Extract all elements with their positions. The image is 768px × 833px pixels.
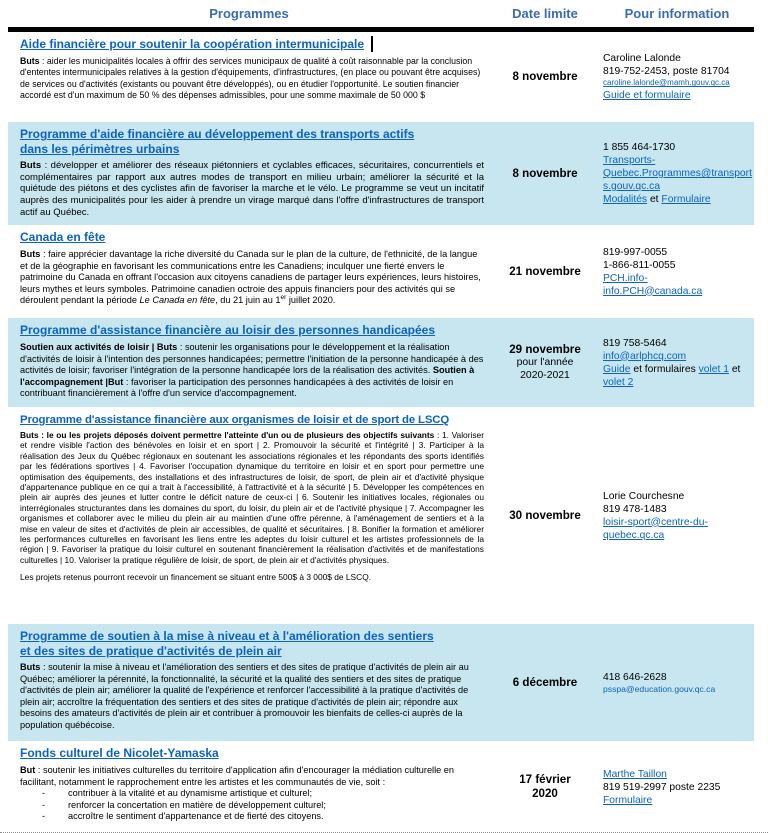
table-header-row xyxy=(8,0,754,27)
contact-phone: 819 478-1483 xyxy=(603,503,667,515)
deadline-date: 21 novembre xyxy=(509,264,581,278)
contact-phone: 418 646-2628 xyxy=(603,671,667,683)
info-cell xyxy=(600,624,754,741)
text-cursor xyxy=(371,36,373,52)
deadline-cell xyxy=(490,318,600,407)
table-row xyxy=(8,32,754,122)
contact-name: Caroline Lalonde xyxy=(603,53,681,65)
contact-phone: 819-997-0055 xyxy=(603,246,668,258)
deadline-cell xyxy=(490,624,600,741)
programs-table xyxy=(8,0,754,833)
info-cell xyxy=(600,32,754,122)
contact-email-link[interactable]: psspa@education.gouv.qc.ca xyxy=(603,683,716,694)
program-cell xyxy=(8,318,490,407)
deadline-note: pour l'année xyxy=(516,357,574,368)
contact-email-link[interactable]: PCH.info-info.PCH@canada.ca xyxy=(603,272,703,297)
deadline-cell xyxy=(490,32,600,122)
body-label-2: Soutien à l'accompagnement |But xyxy=(20,365,475,387)
body-label: Buts : le ou les projets déposés doivent permettre l'atteinte d'un ou de plusieurs des objectifs suivants xyxy=(20,430,435,440)
link-middle-text: et formulaires xyxy=(633,363,696,375)
body-label: Buts xyxy=(20,56,40,66)
program-title-link[interactable]: Canada en fête xyxy=(20,230,106,244)
header-date-limite: Date limite xyxy=(512,6,578,21)
formulaire-link[interactable]: Formulaire xyxy=(661,194,711,205)
info-cell xyxy=(600,122,754,225)
program-funding-note: Les projets retenus pourront recevoir un financement se situant entre 500$ à 3 000$ de LSCQ. xyxy=(20,572,372,583)
info-cell xyxy=(600,225,754,318)
contact-phone: 819 758-5464 xyxy=(603,337,667,349)
contact-phone: 819 519-2997 poste 2235 xyxy=(603,781,721,793)
bullet-dash: - xyxy=(42,788,46,798)
body-label: Soutien aux activités de loisir | Buts xyxy=(20,342,178,352)
contact-email-link[interactable]: info@arlphcq.com xyxy=(603,350,687,362)
deadline-date: 29 novembre xyxy=(509,343,581,356)
deadline-date: 8 novembre xyxy=(512,70,578,83)
contact-phone-2: 1-866-811-0055 xyxy=(603,259,676,271)
link-separator: et xyxy=(731,363,741,375)
program-title-link[interactable]: Programme de soutien à la mise à niveau et à l'amélioration des sentiers et des sites de pratique d'activités de plein air xyxy=(20,629,434,658)
deadline-cell xyxy=(490,407,600,624)
volet2-link[interactable]: volet 2 xyxy=(603,376,634,388)
deadline-date: 30 novembre xyxy=(509,508,581,522)
program-cell xyxy=(8,122,490,225)
info-cell xyxy=(600,407,754,624)
bullet-item: - contribuer à la vitalité et au dynamisme artistique et culturel; xyxy=(20,788,484,800)
info-cell xyxy=(600,318,754,407)
bullet-item: - accroître le sentiment d'appartenance et de fierté des citoyens. xyxy=(20,811,484,823)
program-cell xyxy=(8,407,490,624)
contact-phone: 819-752-2453, poste 81704 xyxy=(603,66,730,78)
deadline-date: 6 décembre xyxy=(512,675,578,689)
program-cell xyxy=(8,225,490,318)
guide-formulaire-link[interactable]: Guide et formulaire xyxy=(603,89,691,101)
volet1-link[interactable]: volet 1 xyxy=(698,363,729,375)
table-row xyxy=(8,318,754,407)
contact-email-link[interactable]: Transports-Quebec.Programmes@transports.gouv.qc.ca xyxy=(603,155,752,192)
info-cell xyxy=(600,741,754,833)
modalites-link[interactable]: Modalités xyxy=(603,194,648,205)
program-description: Buts : le ou les projets déposés doivent permettre l'atteinte d'un ou de plusieurs des objectifs suivants : 1. Valoriser et rendre visible l'action des bénévoles en loisir et en sport | 2. Promouvoir la sécurité et l'intégrité | 3. Participer à la réalisation des Jeux du Québec régionaux en soutenant les associations régionales et les répondants des sports identifiés par les fédérations sportives | 4. Favoriser l'occupation dynamique du territoire en loisir et en sport pour permettre une optimisation des équipements, des installations et des infrastructures de loisir, de sport, de plein air et d'activité physique d'appartenance publique en ce qui a trait à l'accessibilité, à l'attractivité et à la sécurité | 5. Développer les compétences en plein air auprès des jeunes et lutter contre le déficit nature de ceux-ci | 6. Soutenir les initiatives locales, régionales ou interrégionales structurantes dans les domaines du sport, du loisir, du plein air et de l'activité physique | 7. Accompagner les organismes et collaborer avec le milieu du plein air au maintien d'une offre pérenne, à l'aménagement de sentiers et à la mise en valeur de sites et d'activités de plein air accessibles, de qualité et sécuritaires. | 8. Bonifier la formation et améliorer les performances culturelles en favorisant les liens entre les adeptes du loisir culturel et les artistes professionnels de la région | 9. Favoriser la pratique du loisir culturel en soutenant financièrement la réalisation d'activités et de manifestations culturelles | 10. Valoriser la pratique régulière de loisir, de sport, de plein air et d'activités physiques. xyxy=(20,430,484,565)
program-description: Soutien aux activités de loisir | Buts : soutenir les organisations pour le développement et la réalisation d'activités de loisir à l'intention des personnes handicapées; permettre l'initiation de la personne handicapée à des activités de loisir; favoriser l'intégration de la personne handicapée lors de la réalisation des activités. Soutien à l'accompagnement |But : favoriser la participation des personnes handicapées à des activités de loisir en contribuant financièrement à l'offre d'un service d'accompagnement. xyxy=(20,342,484,398)
deadline-date: 17 février xyxy=(519,773,571,786)
body-label: Buts xyxy=(20,662,41,672)
program-title-link[interactable]: Fonds culturel de Nicolet-Yamaska xyxy=(20,746,219,760)
deadline-cell xyxy=(490,122,600,225)
program-title-link[interactable]: Aide financière pour soutenir la coopération intermunicipale xyxy=(20,37,365,51)
program-description: Buts : faire apprécier davantage la riche diversité du Canada sur le plan de la culture, de l'ethnicité, de la langue et de la géographie en favorisant les communications entre les Canadiens; inculquer une fierté envers le patrimoine du Canada en offrant l'occasion aux citoyens canadiens de partager leurs expériences, leurs histoires, leurs mythes et leurs symboles. Patrimoine canadien octroie des appuis financiers pour des activités qui se déroulent pendant la période Le Canada en fête, du 21 juin au 1er juillet 2020. xyxy=(20,249,481,305)
program-description: But : soutenir les initiatives culturelles du territoire d'application afin d'encourager la médiation culturelle en facilitant, notamment le rapprochement entre les artistes et les communautés de vie, soit : xyxy=(20,765,455,787)
program-title-link[interactable]: Programme d'assistance financière aux organismes de loisir et de sport de LSCQ xyxy=(20,414,450,426)
bullet-dash: - xyxy=(42,799,46,810)
deadline-date-year: 2020 xyxy=(532,787,558,800)
program-cell xyxy=(8,32,490,122)
program-description: Buts : aider les municipalités locales à offrir des services municipaux de qualité à coût raisonnable par la conclusion d'ententes intermunicipales relatives à la gestion d'équipements, d'infrastructures, (en place ou pouvant être acquises) de services ou d'activités (existants ou pouvant être développés), ou en étudier l'opportunité. Le soutien financier accordé est d'un maximum de 50 % des dépenses admissibles, pour une somme maximale de 50 000 $ xyxy=(20,56,481,100)
contact-name-link[interactable]: Marthe Taillon xyxy=(603,768,667,780)
bullet-dash: - xyxy=(42,811,46,821)
program-title-link[interactable]: Programme d'assistance financière au loisir des personnes handicapées xyxy=(20,323,436,337)
program-description: Buts : développer et améliorer des réseaux piétonniers et cyclables efficaces, sécuritaires, concurrentiels et complémentaires par rapport aux autres modes de transport en milieu urbain; améliorer la sécurité et la quiétude des piétons et des cyclistes afin de favoriser la marche et le vélo. Le programme se veut un incitatif auprès des municipalités pour les aider à prendre un virage marqué dans l'offre d'infrastructures de transport actif au Québec. xyxy=(20,160,484,218)
deadline-date: 8 novembre xyxy=(512,166,578,180)
program-title-link[interactable]: Programme d'aide financière au développement des transports actifs dans les périmètres urbains xyxy=(20,127,415,156)
contact-email-link[interactable]: loisir-sport@centre-du-quebec.qc.ca xyxy=(603,516,708,541)
guide-link[interactable]: Guide xyxy=(603,363,631,375)
contact-email-link[interactable]: caroline.lalonde@mamh.gouv.qc.ca xyxy=(603,78,730,88)
bullet-item: - renforcer la concertation en matière de développement culturel; xyxy=(20,800,484,812)
program-cell xyxy=(8,624,490,741)
table-row xyxy=(8,741,754,833)
program-cell xyxy=(8,741,490,833)
deadline-note-2: 2020-2021 xyxy=(520,369,570,381)
program-description: Buts : soutenir la mise à niveau et l'amélioration des sentiers et des sites de pratique d'activités de plein air au Québec; améliorer la pérennité, la fonctionnalité, la sécurité et la qualité des sentiers et des sites de pratique d'activités de plein air; améliorer la qualité de l'expérience et renforcer l'accessibilité à la pratique d'activités de plein air; accroître la fréquentation des sentiers et des sites de pratique d'activités de plein air; répondre aux besoins des amateurs d'activités de plein air et contribuer à promouvoir les bienfaits de celles-ci auprès de la population québécoise. xyxy=(20,662,469,730)
deadline-cell xyxy=(490,741,600,833)
formulaire-link[interactable]: Formulaire xyxy=(603,794,653,806)
header-pour-information: Pour information xyxy=(624,6,730,21)
table-row xyxy=(8,407,754,624)
italic-program-period: Le Canada en fête xyxy=(139,295,216,305)
header-programmes: Programmes xyxy=(209,6,289,21)
table-row xyxy=(8,225,754,318)
body-label: Buts xyxy=(20,160,42,171)
deadline-cell xyxy=(490,225,600,318)
table-row xyxy=(8,122,754,225)
body-label: Buts xyxy=(20,249,41,259)
link-separator: et xyxy=(649,194,659,205)
body-label: But xyxy=(20,765,36,775)
contact-phone: 1 855 464-1730 xyxy=(603,142,676,153)
contact-name: Lorie Courchesne xyxy=(603,490,685,502)
table-row xyxy=(8,624,754,741)
